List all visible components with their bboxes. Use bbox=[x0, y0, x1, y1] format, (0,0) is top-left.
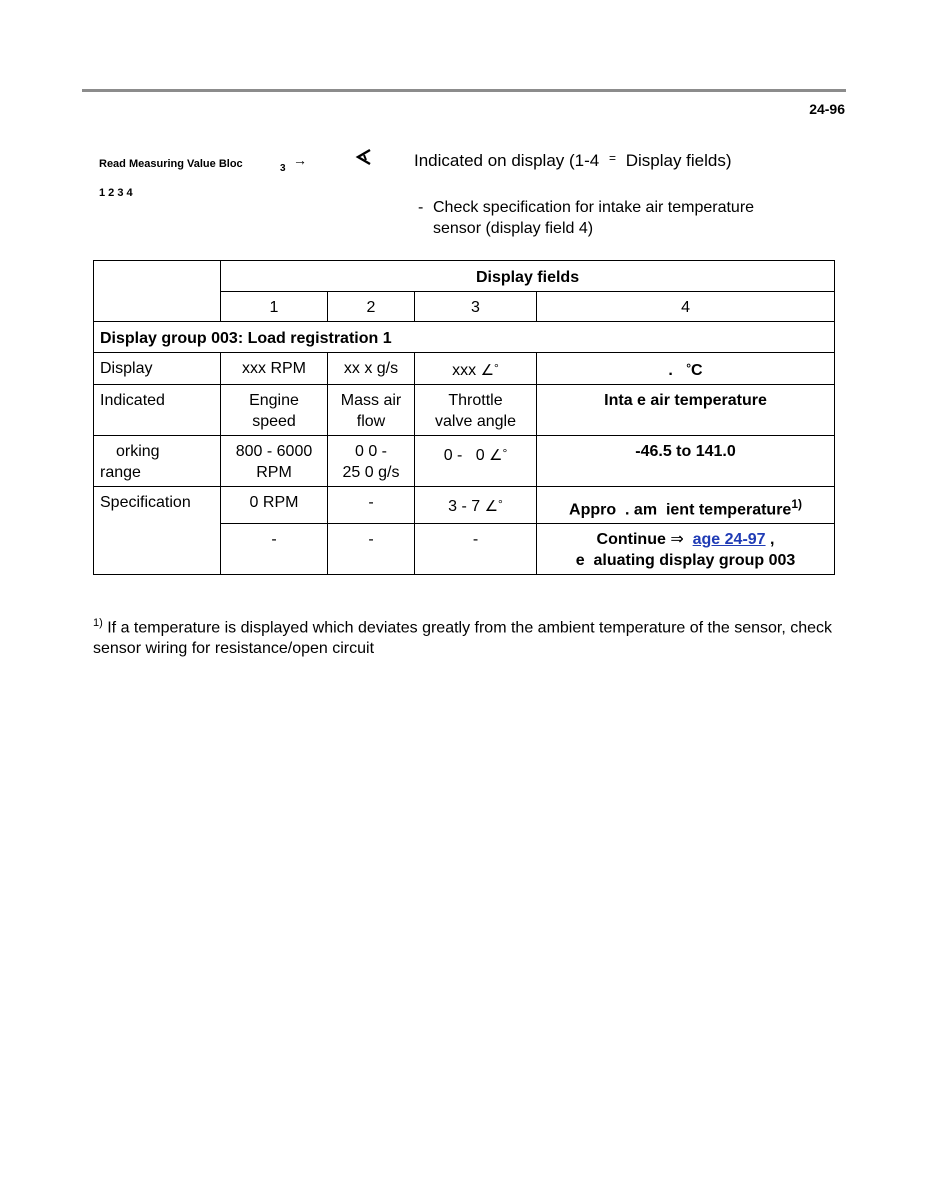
indicated-2-line-b: flow bbox=[356, 413, 386, 430]
working-2-line-b: 25 0 g/s bbox=[342, 464, 400, 481]
check-line-1: Check specification for intake air temperature bbox=[433, 199, 755, 216]
measuring-block-title: Read Measuring Value Bloc bbox=[99, 158, 243, 170]
indicated-3-line-b: valve angle bbox=[435, 413, 516, 430]
cell-indicated-2 bbox=[328, 385, 415, 436]
indicated-1-line-a: Engine bbox=[249, 392, 299, 409]
cell-display-2: xx x g/s bbox=[328, 353, 415, 385]
footnote-marker: 1) bbox=[93, 617, 103, 629]
table-row bbox=[94, 385, 835, 436]
indicator-icon bbox=[355, 148, 373, 172]
column-3-header: 3 bbox=[415, 292, 537, 322]
cell-spec-3 bbox=[415, 487, 537, 524]
measuring-block-number: 3 bbox=[280, 163, 286, 174]
continue-line-b: e aluating display group 003 bbox=[575, 552, 796, 570]
row-label-display: Display bbox=[94, 353, 221, 385]
cell-indicated-3 bbox=[415, 385, 537, 436]
cell-working-1 bbox=[221, 436, 328, 487]
display-4-unit: C bbox=[691, 362, 703, 379]
cell-indicated-4: Inta e air temperature bbox=[537, 385, 835, 436]
page-number: 24-96 bbox=[809, 101, 845, 117]
cell-display-4 bbox=[537, 353, 835, 385]
footnote bbox=[93, 613, 843, 659]
spec-4-value: Appro . am ient temperature bbox=[569, 501, 792, 519]
working-label-a: orking bbox=[116, 443, 160, 460]
degree-symbol: ° bbox=[494, 361, 499, 375]
column-2-header: 2 bbox=[328, 292, 415, 322]
column-4-header: 4 bbox=[537, 292, 835, 322]
table-row bbox=[94, 487, 835, 524]
cell-spec-1: 0 RPM bbox=[221, 487, 328, 524]
display-fields-numbers: 1 2 3 4 bbox=[99, 187, 133, 199]
cell-continue-1: - bbox=[221, 524, 328, 575]
column-1-header: 1 bbox=[221, 292, 328, 322]
check-line-2: sensor (display field 4) bbox=[433, 220, 594, 237]
spec-3-value: 3 - 7 bbox=[448, 498, 481, 515]
table-row bbox=[94, 353, 835, 385]
working-2-line-a: 0 0 - bbox=[354, 443, 387, 460]
degree-symbol: ° bbox=[502, 446, 508, 460]
group-title-row bbox=[94, 322, 835, 353]
working-1-line-b: RPM bbox=[256, 464, 292, 481]
header-rule bbox=[82, 89, 846, 92]
cell-working-4: -46.5 to 141.0 bbox=[537, 436, 835, 487]
cell-continue-4 bbox=[537, 524, 835, 575]
double-arrow-icon: ⇒ bbox=[670, 531, 684, 549]
footnote-text: If a temperature is displayed which deviates greatly from the ambient temperature of the sensor, check sensor wiring for resistance/open circuit bbox=[93, 619, 833, 658]
table-header-row bbox=[94, 261, 835, 292]
indicated-suffix: Display fields) bbox=[625, 151, 732, 170]
angle-icon: ∠ bbox=[480, 362, 495, 379]
row-label-working-range bbox=[94, 436, 221, 487]
cell-working-3 bbox=[415, 436, 537, 487]
working-1-line-a: 800 - 6000 bbox=[235, 443, 313, 460]
cell-display-1: xxx RPM bbox=[221, 353, 328, 385]
table-corner-cell bbox=[94, 261, 221, 322]
indicated-2-line-a: Mass air bbox=[340, 392, 402, 409]
cell-spec-2: - bbox=[328, 487, 415, 524]
indicated-on-display-text bbox=[414, 151, 732, 171]
indicated-1-line-b: speed bbox=[252, 413, 296, 430]
working-label-b: range bbox=[100, 464, 141, 481]
display-fields-header: Display fields bbox=[221, 261, 835, 292]
working-3-value: 0 - 0 bbox=[443, 447, 485, 464]
cell-display-3 bbox=[415, 353, 537, 385]
display-group-table bbox=[93, 260, 835, 575]
cell-indicated-1 bbox=[221, 385, 328, 436]
display-4-prefix: . bbox=[668, 362, 673, 379]
display-3-value: xxx bbox=[452, 362, 477, 379]
indicated-text: Indicated on display (1-4 bbox=[414, 151, 600, 170]
indicated-3-line-a: Throttle bbox=[448, 392, 503, 409]
row-label-specification: Specification bbox=[94, 487, 221, 575]
angle-icon: ∠ bbox=[484, 498, 499, 515]
continue-line-a bbox=[543, 529, 828, 550]
group-title: Display group 003: Load registration 1 bbox=[94, 322, 835, 353]
check-instruction bbox=[418, 197, 754, 239]
angle-icon: ∠ bbox=[489, 447, 503, 464]
degree-symbol: ° bbox=[498, 497, 503, 511]
page-link[interactable]: age 24-97 bbox=[692, 531, 766, 549]
cell-continue-3: - bbox=[415, 524, 537, 575]
equals-sign: = bbox=[608, 151, 616, 165]
cell-continue-2: - bbox=[328, 524, 415, 575]
cell-working-2 bbox=[328, 436, 415, 487]
cell-spec-4 bbox=[537, 487, 835, 524]
table-row bbox=[94, 436, 835, 487]
check-dash: - bbox=[418, 199, 424, 216]
footnote-reference: 1) bbox=[791, 497, 802, 511]
continue-text: Continue bbox=[596, 531, 666, 549]
continue-comma: , bbox=[770, 531, 775, 549]
right-arrow-icon: → bbox=[293, 152, 307, 168]
row-label-indicated: Indicated bbox=[94, 385, 221, 436]
degree-symbol: ° bbox=[686, 361, 692, 375]
